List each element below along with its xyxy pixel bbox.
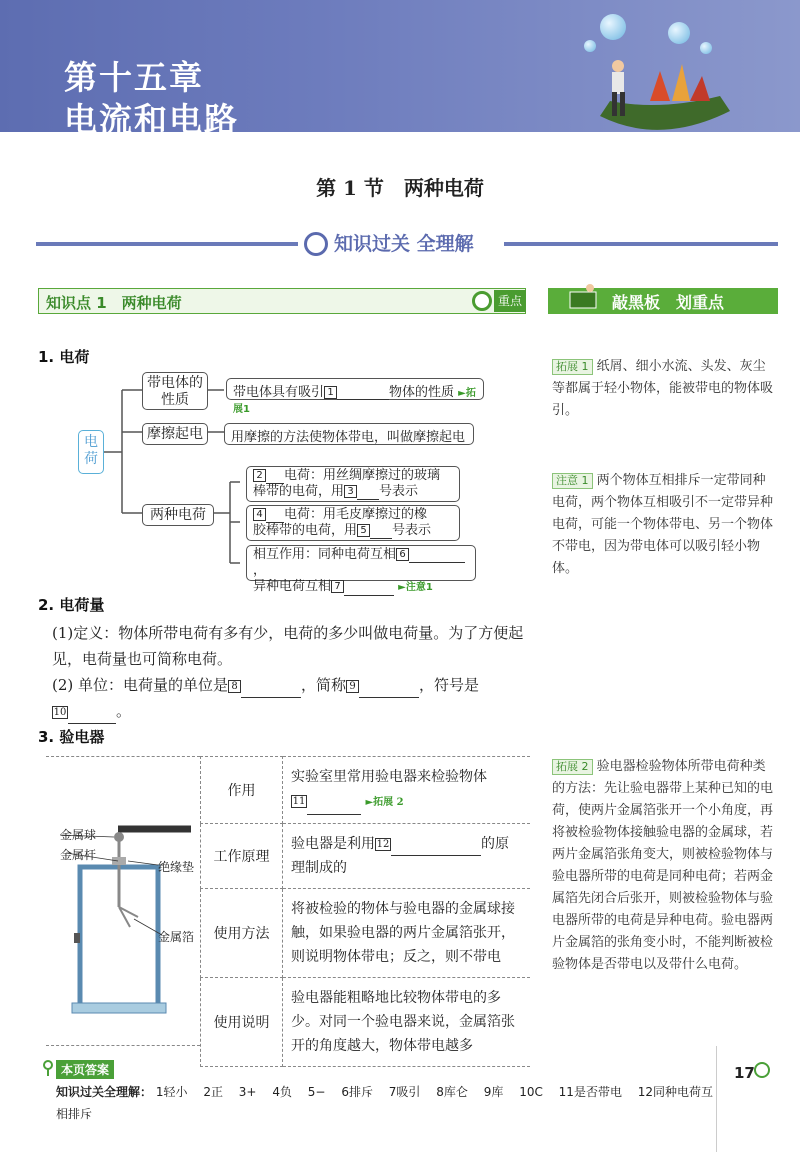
text: 带电体具有吸引: [233, 385, 325, 400]
note-tag: ►注意1: [398, 582, 433, 593]
row-key: 作用: [201, 757, 283, 824]
definition-paragraph: (1)定义：物体所带电荷有多有少，电荷的多少叫做电荷量。为了方便起见，电荷量也可简称电荷。: [52, 624, 524, 668]
note-tag: 注意 1: [552, 473, 593, 489]
label-foil: 金属箔: [158, 930, 195, 944]
row-value: [283, 757, 531, 824]
text: 物体的性质: [389, 385, 455, 400]
text: 胶棒带的电荷，用: [253, 523, 358, 538]
band-label: 知识过关 全理解: [334, 233, 474, 255]
node-label: 摩擦起电: [147, 426, 203, 442]
blank-number: 11: [292, 795, 306, 807]
key-point-badge: 重点: [494, 290, 526, 312]
divider: [716, 1046, 717, 1152]
electroscope-figure: [46, 756, 200, 1046]
node-attract-light: [226, 378, 484, 415]
text: 电荷：用毛皮摩擦过的橡: [284, 507, 428, 522]
boy-on-boat-illustration: [590, 56, 740, 132]
page-number: 17: [734, 1064, 755, 1082]
note-tag: 拓展 2: [552, 759, 593, 775]
page-swirl-icon: [754, 1062, 770, 1078]
refresh-icon: [304, 232, 328, 256]
heading-electroscope: 3. 验电器: [38, 728, 105, 746]
answer-blank[interactable]: [241, 697, 301, 698]
answer-blank[interactable]: [337, 399, 389, 400]
text: 验电器是利用: [291, 836, 375, 852]
label-rod: 金属杆: [60, 848, 97, 862]
row-value: 验电器能粗略地比较物体带电的多少。对同一个验电器来说，金属箔张开的角度越大，物体带电越多: [283, 978, 531, 1067]
divider: [36, 242, 298, 246]
note-text: 验电器检验物体所带电荷种类的方法：先让验电器带上某种已知的电荷，使两片金属箔张开一个小角度，再将被检验物体接触验电器的金属球，若两片金属箔张角变大，则被检验物体与验电器所带的电荷是同种电荷；若两金属箔先闭合后张开，则被检验物体与验电器所带的电荷是异种电荷。验电器两片金属箔的张角变小时，不能判断被检验物体是否带电以及带什么电荷。: [552, 759, 774, 972]
teacher-board-icon: [568, 282, 598, 312]
answer-item: 4负: [272, 1085, 292, 1099]
answer-item: 6排斥: [341, 1085, 373, 1099]
electroscope-drawing: [46, 757, 200, 1047]
unit-paragraph: [52, 672, 530, 724]
text: 号表示: [392, 523, 432, 538]
answer-item: 12同种电荷互相排斥: [56, 1085, 714, 1121]
side-note-extension-2: [552, 756, 776, 976]
node-label: 两种电荷: [150, 507, 206, 523]
answer-item: 10C: [519, 1085, 543, 1099]
blank-number: 10: [53, 706, 67, 718]
text: 异种电荷互相: [253, 579, 332, 594]
answer-blank[interactable]: [68, 723, 116, 724]
row-value: [283, 824, 531, 889]
node-friction-charging: [142, 423, 208, 445]
target-icon: [472, 291, 492, 311]
text: 。: [116, 702, 132, 720]
row-key: 使用说明: [201, 978, 283, 1067]
extension-tag: ►拓展1: [233, 388, 476, 415]
bubble-icon: [600, 14, 626, 40]
answer-blank[interactable]: [391, 855, 481, 856]
section-title: 第 1 节 两种电荷: [316, 176, 484, 200]
text: ，简称: [301, 676, 347, 694]
key-icon: [42, 1060, 54, 1076]
answer-blank[interactable]: [357, 499, 379, 500]
heading-charge: 1. 电荷: [38, 348, 90, 366]
bubble-icon: [584, 40, 596, 52]
electroscope-table: [200, 756, 530, 1067]
blank-number: 5: [357, 524, 370, 537]
table-row: [201, 757, 531, 824]
root-node-label: 电荷: [84, 434, 98, 467]
answer-item: 9库: [483, 1085, 504, 1099]
answer-blank[interactable]: [307, 814, 361, 815]
row-key: 工作原理: [201, 824, 283, 889]
node-friction-definition: [224, 423, 474, 445]
label-insulator: 绝缘垫: [158, 860, 195, 874]
knowledge-point-label: 知识点 1 两种电荷: [46, 294, 182, 312]
table-row: [201, 889, 531, 978]
blank-number: 12: [376, 838, 390, 850]
blank-number: 6: [396, 548, 409, 561]
text: 棒带的电荷，用: [253, 484, 345, 499]
extension-tag: ►拓展 2: [365, 797, 404, 808]
text: 实验室里常用验电器来检验物体: [291, 769, 487, 785]
node-label: 带电体的性质: [147, 375, 203, 408]
answer-item: 1轻小: [155, 1085, 188, 1099]
text: 相互作用：同种电荷互相: [253, 547, 397, 562]
text: 用摩擦的方法使物体带电，叫做摩擦起电: [231, 430, 466, 445]
answer-item: 7吸引: [388, 1085, 421, 1099]
node-negative-charge: [246, 505, 460, 541]
note-text: 两个物体互相排斥一定带同种电荷，两个物体互相吸引不一定带异种电荷，可能一个物体带电、另一个物体不带电，因为带电体可以吸引轻小物体。: [552, 473, 774, 576]
bubble-icon: [668, 22, 690, 44]
answer-item: 11是否带电: [558, 1085, 622, 1099]
text: (2) 单位：电荷量的单位是: [52, 676, 229, 694]
chapter-title: 电流和电路: [64, 100, 239, 139]
answer-item: 3+: [238, 1085, 257, 1099]
chapter-number: 第十五章: [64, 58, 204, 97]
answer-blank[interactable]: [344, 595, 394, 596]
answer-blank[interactable]: [370, 538, 392, 539]
side-note-extension-1: [552, 356, 776, 422]
root-node: [78, 430, 104, 474]
blank-number: 8: [228, 680, 241, 693]
answer-item: 8库仑: [436, 1085, 468, 1099]
row-key: 使用方法: [201, 889, 283, 978]
node-interaction: 相互作用：同种电荷互相 6， 异种电荷互相 7 ►注意1: [246, 545, 476, 581]
table-row: [201, 978, 531, 1067]
answer-item: 2正: [203, 1085, 223, 1099]
answers-lead: 知识过关全理解：: [56, 1085, 153, 1099]
answer-item: 5−: [307, 1085, 326, 1099]
note-tag: 拓展 1: [552, 359, 593, 375]
blank-number: 9: [346, 680, 359, 693]
board-label: 敲黑板 划重点: [612, 293, 725, 312]
text: 的原理制成的: [291, 836, 509, 876]
side-note-attention-1: [552, 470, 776, 580]
divider: [504, 242, 778, 246]
answer-blank[interactable]: [409, 562, 465, 563]
row-value: 将被检验的物体与验电器的金属球接触，如果验电器的两片金属箔张开，则说明物体带电；反之，则不带电: [283, 889, 531, 978]
blank-number: 3: [344, 485, 357, 498]
answer-blank[interactable]: [359, 697, 419, 698]
node-positive-charge: [246, 466, 460, 502]
text: 电荷：用丝绸摩擦过的玻璃: [284, 468, 441, 483]
text: ，符号是: [419, 676, 480, 694]
heading-charge-quantity: 2. 电荷量: [38, 596, 105, 614]
blank-number: 2: [253, 469, 266, 482]
blank-number: 7: [331, 580, 344, 593]
label-ball: 金属球: [60, 828, 97, 842]
blank-number: 1: [324, 386, 337, 399]
note-text: 纸屑、细小水流、头发、灰尘等都属于轻小物体，能被带电的物体吸引。: [552, 359, 774, 418]
answers-title: 本页答案: [56, 1060, 114, 1079]
table-row: [201, 824, 531, 889]
blank-number: 4: [253, 508, 266, 521]
text: 号表示: [379, 484, 419, 499]
node-two-charges: [142, 504, 214, 526]
bubble-icon: [700, 42, 712, 54]
node-charged-body-property: [142, 372, 208, 410]
answers-list: [56, 1081, 716, 1125]
